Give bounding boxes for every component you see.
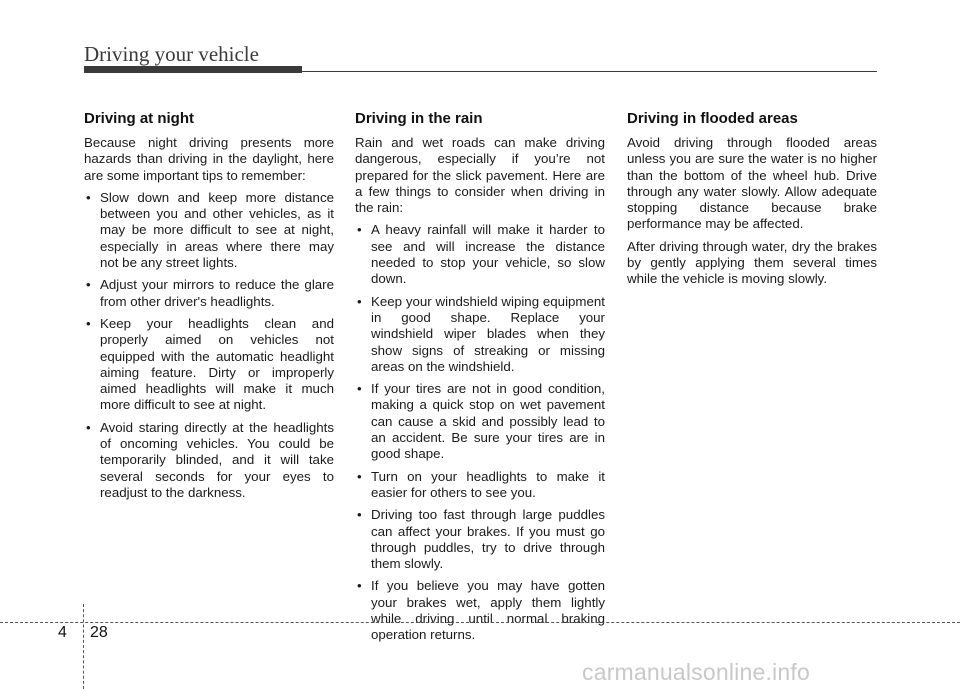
bullet-icon: •: [357, 222, 362, 238]
list-item-text: Slow down and keep more distance between you and other vehicles, as it may be more difficult to see at night, especially in areas where there may not be any street lights.: [100, 189, 334, 271]
section-heading: Driving at night: [84, 110, 194, 127]
section-driving-in-flooded-areas: [627, 108, 877, 294]
footer-dashed-rule: [0, 622, 960, 623]
list-item-text: Turn on your headlights to make it easier for others to see you.: [371, 468, 605, 500]
section-driving-in-the-rain: [355, 108, 605, 650]
section-paragraph: Rain and wet roads can make driving dangerous, especially if you’re not prepared for the slick pavement. Here are a few things to consider when driving in the rain:: [355, 135, 605, 216]
section-heading: Driving in the rain: [355, 110, 483, 127]
section-paragraph: Avoid driving through flooded areas unless you are sure the water is no higher than the bottom of the wheel hub. Drive through any water slowly. Allow adequate stopping distance because brake performance may be affected.: [627, 135, 877, 232]
header-rule-thin: [302, 71, 877, 72]
list-item: [84, 316, 334, 414]
list-item: [355, 222, 605, 287]
watermark: carmanualsonline.info: [582, 659, 810, 685]
list-item: [355, 507, 605, 572]
bullet-icon: •: [86, 315, 91, 331]
bullet-icon: •: [357, 468, 362, 484]
list-item: [84, 190, 334, 271]
bullet-icon: •: [357, 578, 362, 594]
list-item-text: A heavy rainfall will make it harder to see and will increase the distance needed to stop your vehicle, so slow down.: [371, 222, 605, 287]
chapter-title: Driving your vehicle: [84, 42, 259, 66]
list-item: [355, 381, 605, 462]
header-rule-thick: [84, 66, 302, 73]
list-item: [355, 294, 605, 375]
section-heading: Driving in flooded areas: [627, 110, 798, 127]
list-item-text: Avoid staring directly at the headlights of oncoming vehicles. You could be temporarily blinded, and it will take several seconds for your eyes to readjust to the darkness.: [100, 419, 334, 500]
list-item: [84, 277, 334, 310]
list-item: [355, 578, 605, 643]
list-item-text: Adjust your mirrors to reduce the glare from other driver's headlights.: [100, 277, 334, 309]
section-driving-at-night: [84, 108, 334, 507]
bullet-icon: •: [86, 189, 91, 205]
tip-list: [355, 222, 605, 643]
list-item-text: Keep your headlights clean and properly aimed on vehicles not equipped with the automatic headlight aiming feature. Dirty or improperly aimed headlights will make it much more difficult to see at night.: [100, 315, 334, 413]
bullet-icon: •: [357, 381, 362, 397]
section-paragraph: After driving through water, dry the brakes by gently applying them several times while the vehicle is moving slowly.: [627, 238, 877, 287]
bullet-icon: •: [357, 293, 362, 309]
page-number: 28: [90, 624, 108, 641]
list-item-text: Driving too fast through large puddles can affect your brakes. If you must go through puddles, try to drive through them slowly.: [371, 507, 605, 572]
bullet-icon: •: [86, 419, 91, 435]
section-paragraph: Because night driving presents more hazards than driving in the daylight, here are some important tips to remember:: [84, 135, 334, 183]
list-item: [84, 420, 334, 501]
list-item: [355, 469, 605, 502]
list-item-text: If you believe you may have gotten your brakes wet, apply them lightly while driving until normal braking operation returns.: [371, 578, 605, 643]
footer-dashed-divider: [83, 604, 84, 689]
bullet-icon: •: [357, 507, 362, 523]
list-item-text: Keep your windshield wiping equipment in good shape. Replace your windshield wiper blades when they show signs of streaking or missing areas on the windshield.: [371, 293, 605, 374]
tip-list: [84, 190, 334, 501]
list-item-text: If your tires are not in good condition, making a quick stop on wet pavement can cause a skid and possibly lead to an accident. Be sure your tires are in good shape.: [371, 381, 605, 462]
page-chapter-number: 4: [58, 624, 67, 641]
bullet-icon: •: [86, 277, 91, 293]
